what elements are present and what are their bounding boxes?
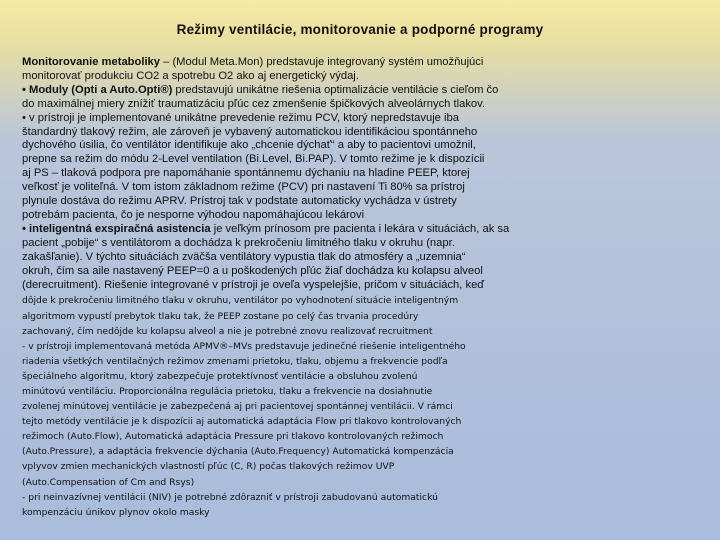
text-line	[22, 265, 582, 279]
slide-title: Režimy ventilácie, monitorovanie a podporné programy	[176, 22, 544, 37]
text-line	[22, 429, 582, 444]
text-line	[22, 153, 582, 167]
text-line	[22, 414, 582, 429]
line-text: kompenzáciu únikov plynov okolo masky	[22, 506, 210, 518]
text-line	[22, 309, 582, 324]
slide-body	[22, 56, 582, 520]
line-text: predstavujú unikátne riešenia optimalizácie ventilácie s cieľom čo	[172, 83, 499, 96]
text-line	[22, 490, 582, 505]
line-text: dychového úsilia, čo ventilátor identifikuje ako „chcenie dýchať“ a aby to pacientovi umožnil,	[22, 139, 476, 152]
text-line	[22, 384, 582, 399]
text-line	[22, 70, 582, 84]
line-text: - pri neinvazívnej ventilácii (NIV) je potrebné zdôrazniť v prístroji zabudovanú automatickú	[22, 491, 438, 503]
text-line	[22, 98, 582, 112]
line-text: aj PS – tlaková podpora pre napomáhanie spontánnemu dýchaniu na hladine PEEP, ktorej	[22, 167, 470, 180]
text-line	[22, 126, 582, 140]
text-line	[22, 444, 582, 459]
line-text: zachovaný, čím nedôjde ku kolapsu alveol a nie je potrebné znovu realizovať recruitment	[22, 325, 433, 337]
line-text: • v prístroji je implementované unikátne prevedenie režimu PCV, ktorý nepredstavuje iba	[22, 111, 459, 124]
line-text: riadenia všetkých ventilačných režimov zmenami prietoku, tlaku, objemu a frekvencie podľa	[22, 355, 448, 367]
text-line	[22, 293, 582, 308]
line-text: (Auto.Pressure), a adaptácia frekvencie dýchania (Auto.Frequency) Automatická kompenzácia	[22, 446, 454, 458]
line-text: vplyvov zmien mechanických vlastností pľúc (C, R) počas tlakových režimov UVP	[22, 461, 395, 473]
line-text: pacient „pobije“ s ventilátorom a dochádza k prekročeniu limitného tlaku v okruhu (napr.	[22, 236, 455, 249]
text-line	[22, 251, 582, 265]
line-text: veľkosť je voliteľná. V tom istom základnom režime (PCV) pri nastavení Ti 80% sa prístroj	[22, 181, 465, 194]
paragraph-main	[22, 56, 582, 292]
line-text: režimoch (Auto.Flow), Automatická adaptácia Pressure pri tlakovo kontrolovaných režimoch	[22, 431, 444, 443]
line-text: špeciálneho algoritmu, ktorý zabezpečuje protektívnosť ventilácie a obsluhou zvolenú	[22, 370, 418, 382]
text-line	[22, 279, 582, 293]
text-line	[22, 369, 582, 384]
line-text: minútovú ventiláciu. Proporcionálna regulácia prietoku, tlaku a frekvencie na dosiahnutie	[22, 385, 433, 397]
line-text: monitorovať produkciu CO2 a spotrebu O2 ako aj energetický výdaj.	[22, 69, 359, 82]
text-line	[22, 56, 582, 70]
line-text: zakašľanie). V týchto situáciách zväčša ventilátory vypustia tlak do atmosféry a „uzemnia“	[22, 250, 466, 263]
line-text: algoritmom vypustí prebytok tlaku tak, že PEEP zostane po celý čas trvania procedúry	[22, 310, 419, 322]
line-text: (derecruitment). Riešenie integrované v prístroji je oveľa vyspelejšie, pričom v situáciách, keď	[22, 278, 485, 291]
text-line	[22, 223, 582, 237]
bold-lead-text: Monitorovanie metaboliky	[22, 56, 161, 68]
line-text: štandardný tlakový režim, ale zároveň je vybavený automatickou identifikáciou spontánneho	[22, 125, 478, 138]
bold-lead-text: • inteligentná exspiračná asistencia	[22, 222, 211, 235]
text-line	[22, 237, 582, 251]
line-text: prepne sa režim do módu 2-Level ventilation (Bi.Level, Bi.PAP). V tomto režime je k dispozícii	[22, 153, 485, 166]
line-text: (Auto.Compensation of Cm and Rsys)	[22, 476, 195, 488]
text-line	[22, 139, 582, 153]
text-line	[22, 181, 582, 195]
text-line	[22, 324, 582, 339]
line-text: zvolenej minútovej ventilácie je zabezpečená aj pri pacientovej spontánnej ventilácii. V rámci	[22, 401, 453, 413]
line-text: okruh, čím sa aile nastavený PEEP=0 a u poškodených pľúc žiaľ dochádza ku kolapsu alveol	[22, 264, 483, 277]
text-line	[22, 84, 582, 98]
line-text: plynule dostáva do režimu APRV. Prístroj tak v podstate automaticky vychádza v ústrety	[22, 195, 457, 208]
bold-lead-text: • Moduly (Opti a Auto.Opti®)	[22, 83, 173, 96]
paragraph-detail	[22, 293, 582, 519]
line-text: dôjde k prekročeniu limitného tlaku v okruhu, ventilátor po vyhodnotení situácie inteligentným	[22, 295, 459, 307]
text-line	[22, 354, 582, 369]
text-line	[22, 505, 582, 520]
line-text: tejto metódy ventilácie je k dispozícii aj automatická adaptácia Flow pri tlakovo kontrolovaných	[22, 416, 462, 428]
line-text: je veľkým prínosom pre pacienta i lekára v situáciách, ak sa	[210, 222, 510, 235]
line-text: potrebám pacienta, čo je nesporne výhodou napomáhajúcou lekárovi	[22, 208, 365, 221]
line-text: - v prístroji implementovaná metóda APMV®–MVs predstavuje jedinečné riešenie inteligentného	[22, 340, 466, 352]
text-line	[22, 209, 582, 223]
line-text: – (Modul Meta.Mon) predstavuje integrovaný systém umožňujúci	[160, 56, 484, 68]
text-line	[22, 339, 582, 354]
text-line	[22, 112, 582, 126]
text-line	[22, 459, 582, 474]
text-line	[22, 195, 582, 209]
line-text: do maximálnej miery znížiť traumatizáciu pľúc cez zmenšenie špičkových alveolárnych tlakov.	[22, 97, 486, 110]
text-line	[22, 167, 582, 181]
text-line	[22, 399, 582, 414]
text-line	[22, 475, 582, 490]
